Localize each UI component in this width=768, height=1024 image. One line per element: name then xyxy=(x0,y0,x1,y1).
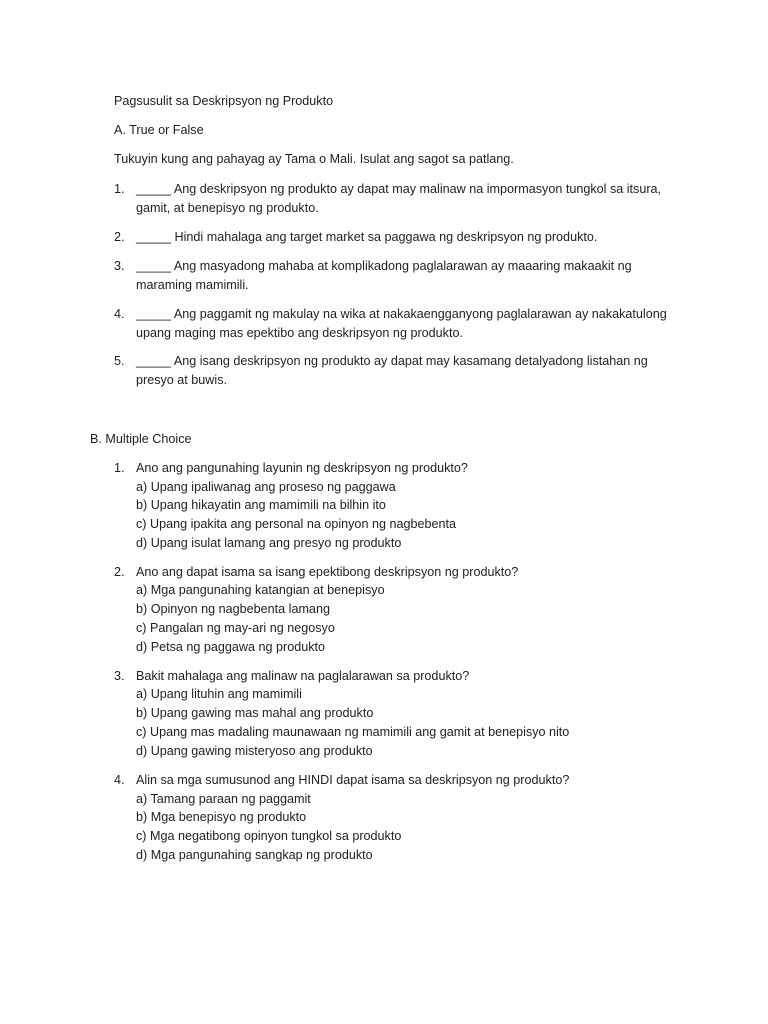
item-text-line: gamit, at benepisyo ng produkto. xyxy=(136,201,319,215)
choice-c: c) Upang mas madaling maunawaan ng mamimili ang gamit at benepisyo nito xyxy=(136,725,570,739)
item-text-line: upang maging mas epektibo ang deskripsyon ng produkto. xyxy=(136,326,463,340)
part-a-instruction: Tukuyin kung ang pahayag ay Tama o Mali. Isulat ang sagot sa patlang. xyxy=(114,152,514,166)
choice-a: a) Tamang paraan ng paggamit xyxy=(136,792,311,806)
choice-d: d) Mga pangunahing sangkap ng produkto xyxy=(136,848,373,862)
item-number: 4. xyxy=(114,307,125,321)
choice-d: d) Upang gawing misteryoso ang produkto xyxy=(136,744,373,758)
question-text: Alin sa mga sumusunod ang HINDI dapat isama sa deskripsyon ng produkto? xyxy=(136,773,570,787)
item-text-line: _____ Hindi mahalaga ang target market sa paggawa ng deskripsyon ng produkto. xyxy=(136,230,598,244)
choice-a: a) Mga pangunahing katangian at benepisyo xyxy=(136,583,385,597)
item-number: 1. xyxy=(114,461,125,475)
choice-b: b) Opinyon ng nagbebenta lamang xyxy=(136,602,330,616)
quiz-title: Pagsusulit sa Deskripsyon ng Produkto xyxy=(114,94,334,108)
choice-d: d) Upang isulat lamang ang presyo ng produkto xyxy=(136,536,402,550)
item-text-line: _____ Ang deskripsyon ng produkto ay dapat may malinaw na impormasyon tungkol sa itsura, xyxy=(136,182,662,196)
choice-c: c) Upang ipakita ang personal na opinyon ng nagbebenta xyxy=(136,517,456,531)
choice-b: b) Upang gawing mas mahal ang produkto xyxy=(136,706,374,720)
item-number: 3. xyxy=(114,259,125,273)
question-text: Ano ang dapat isama sa isang epektibong deskripsyon ng produkto? xyxy=(136,565,519,579)
item-number: 4. xyxy=(114,773,125,787)
part-b-heading: B. Multiple Choice xyxy=(90,432,192,446)
question-text: Bakit mahalaga ang malinaw na paglalarawan sa produkto? xyxy=(136,669,470,683)
item-number: 2. xyxy=(114,230,125,244)
choice-c: c) Pangalan ng may-ari ng negosyo xyxy=(136,621,335,635)
item-text-line: _____ Ang masyadong mahaba at komplikadong paglalarawan ay maaaring makaakit ng xyxy=(136,259,632,273)
item-text-line: presyo at buwis. xyxy=(136,373,227,387)
item-number: 2. xyxy=(114,565,125,579)
item-text-line: _____ Ang paggamit ng makulay na wika at nakakaengganyong paglalarawan ay nakakatulong xyxy=(136,307,667,321)
question-text: Ano ang pangunahing layunin ng deskripsyon ng produkto? xyxy=(136,461,468,475)
choice-c: c) Mga negatibong opinyon tungkol sa produkto xyxy=(136,829,402,843)
item-text-line: _____ Ang isang deskripsyon ng produkto ay dapat may kasamang detalyadong listahan ng xyxy=(136,354,648,368)
choice-b: b) Mga benepisyo ng produkto xyxy=(136,810,307,824)
item-number: 1. xyxy=(114,182,125,196)
choice-a: a) Upang ipaliwanag ang proseso ng paggawa xyxy=(136,480,396,494)
item-number: 3. xyxy=(114,669,125,683)
part-a-heading: A. True or False xyxy=(114,123,204,137)
choice-b: b) Upang hikayatin ang mamimili na bilhin ito xyxy=(136,498,386,512)
choice-d: d) Petsa ng paggawa ng produkto xyxy=(136,640,326,654)
choice-a: a) Upang lituhin ang mamimili xyxy=(136,687,302,701)
item-text-line: maraming mamimili. xyxy=(136,278,249,292)
item-number: 5. xyxy=(114,354,125,368)
